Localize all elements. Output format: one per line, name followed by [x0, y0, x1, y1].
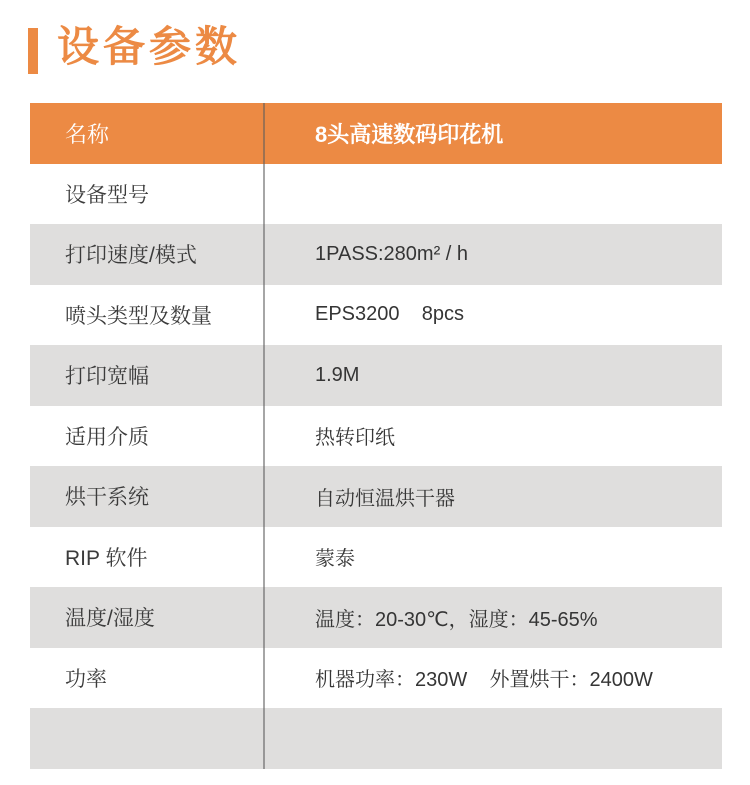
table-header-row: [30, 103, 722, 164]
spec-value-cell: 机器功率：230W 外置烘干：2400W: [315, 669, 653, 692]
column-divider: [263, 103, 265, 769]
spec-label-cell: RIP 软件: [65, 546, 148, 570]
spec-label-cell: 打印速度/模式: [65, 244, 197, 268]
spec-value-cell: 1PASS:280m² / h: [315, 242, 469, 265]
spec-label-cell: 适用介质: [65, 425, 149, 449]
spec-value-cell: 热转印纸: [315, 427, 395, 450]
spec-value-cell: 1.9M: [315, 363, 360, 386]
table-row: [30, 164, 722, 225]
table-row: [30, 345, 722, 406]
spec-label-cell: 温度/湿度: [65, 607, 155, 631]
spec-value-cell: 蒙泰: [315, 548, 355, 571]
table-row: [30, 406, 722, 467]
title-marker-bar: [28, 28, 38, 74]
spec-label-cell: 名称: [65, 121, 110, 147]
table-row: [30, 527, 722, 588]
spec-label-cell: 烘干系统: [65, 486, 149, 510]
spec-label-cell: 打印宽幅: [65, 365, 149, 389]
spec-value-cell: EPS3200 8pcs: [315, 303, 464, 326]
title-section: [0, 0, 750, 95]
table-row: [30, 587, 722, 648]
table-row: [30, 285, 722, 346]
spec-label-cell: 设备型号: [65, 183, 149, 207]
spec-label-cell: 功率: [65, 667, 107, 691]
table-row: [30, 648, 722, 709]
table-row: [30, 224, 722, 285]
table-row: [30, 466, 722, 527]
spec-value-cell: 自动恒温烘干器: [315, 487, 455, 510]
page-title: 设备参数: [57, 23, 242, 70]
spec-value-cell: 温度：20-30℃，湿度：45-65%: [315, 608, 598, 631]
spec-table: [30, 103, 722, 769]
spec-label-cell: 喷头类型及数量: [65, 304, 212, 328]
table-row: [30, 708, 722, 769]
spec-value-cell: 8头高速数码印花机: [315, 121, 504, 147]
